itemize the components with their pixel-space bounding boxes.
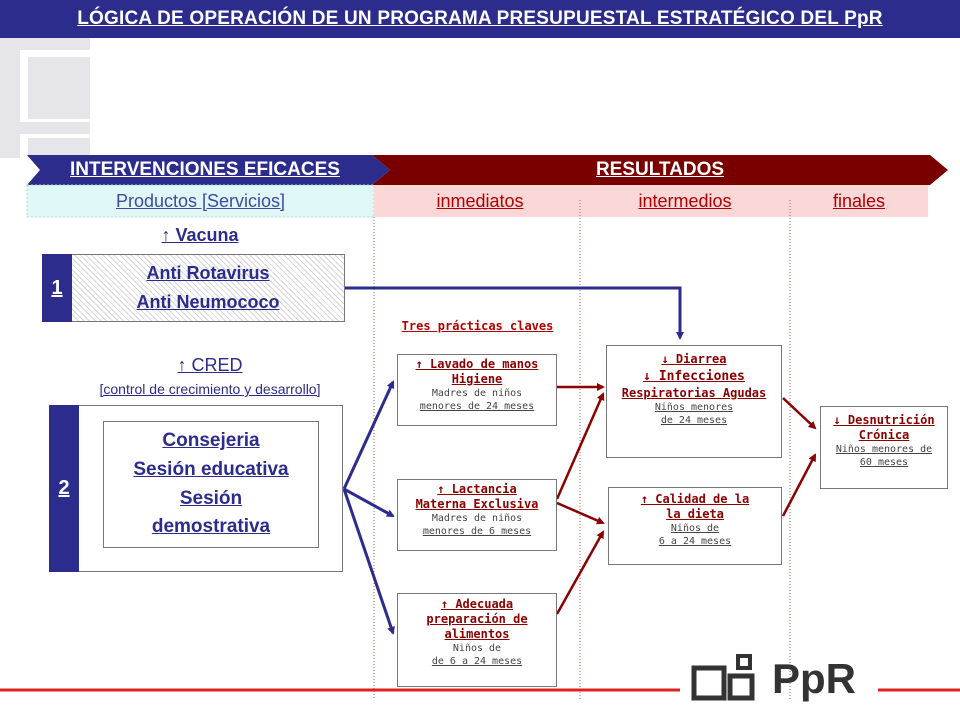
cred-consejeria: Consejeria bbox=[162, 430, 260, 451]
final-title: ↓ Desnutrición bbox=[833, 413, 935, 427]
immediate-title: preparación de bbox=[426, 612, 528, 626]
immediate-title: Materna Exclusiva bbox=[415, 497, 539, 511]
final-target: Niños menores de bbox=[835, 444, 933, 455]
intermediate-title: la dieta bbox=[666, 507, 724, 521]
final-box-malnutrition bbox=[820, 406, 948, 489]
practice-connector bbox=[557, 532, 603, 614]
page-title: LÓGICA DE OPERACIÓN DE UN PROGRAMA PRESUPUESTAL ESTRATÉGICO DEL PpR bbox=[77, 8, 883, 29]
immediate-heading: inmediatos bbox=[436, 190, 524, 211]
immediate-target: Madres de niños bbox=[431, 513, 523, 524]
cred-sesion: Sesión bbox=[179, 488, 243, 509]
practice-connector bbox=[557, 394, 603, 499]
immediate-target: Niños de bbox=[452, 643, 502, 654]
immediate-title: alimentos bbox=[444, 627, 510, 641]
intermediate-box-diet bbox=[608, 487, 782, 565]
interventions-heading: INTERVENCIONES EFICACES bbox=[70, 159, 340, 180]
intermediate-title: ↓ Diarrea bbox=[661, 352, 727, 366]
intermediate-title: ↑ Calidad de la bbox=[640, 492, 750, 506]
immediate-title: ↑ Lactancia bbox=[437, 482, 517, 496]
product-number-1: 1 bbox=[42, 254, 72, 322]
immediate-target: menores de 24 meses bbox=[419, 401, 535, 412]
ppr-logo-icon bbox=[690, 652, 772, 708]
ppr-logo-text: PpR bbox=[772, 655, 856, 702]
intermediate-target: de 24 meses bbox=[660, 415, 728, 426]
immediate-title: Higiene bbox=[451, 372, 503, 386]
intermediate-title: Respiratorias Agudas bbox=[621, 386, 767, 400]
immediate-target: Madres de niños bbox=[431, 388, 523, 399]
cred-subheading: [control de crecimiento y desarrollo] bbox=[99, 381, 321, 397]
intermediate-heading: intermedios bbox=[638, 190, 732, 211]
immediate-box-food-preparation bbox=[397, 593, 557, 687]
product-number-2: 2 bbox=[49, 405, 79, 572]
intermediate-connector bbox=[783, 455, 815, 516]
practices-label: Tres prácticas claves bbox=[401, 319, 554, 333]
final-heading: finales bbox=[832, 190, 886, 211]
vaccine-neumococo: Anti Neumococo bbox=[136, 292, 280, 312]
final-target: 60 meses bbox=[859, 457, 909, 468]
vaccine-rotavirus: Anti Rotavirus bbox=[146, 263, 270, 283]
intermediate-target: Niños menores bbox=[654, 402, 734, 413]
immediate-title: ↑ Lavado de manos bbox=[415, 357, 539, 371]
intermediate-box-infections bbox=[606, 345, 782, 458]
immediate-target: menores de 6 meses bbox=[422, 526, 532, 537]
cred-demostrativa: demostrativa bbox=[151, 516, 271, 537]
immediate-box-handwashing bbox=[397, 354, 557, 426]
cred-heading: ↑ CRED bbox=[177, 355, 243, 375]
vaccine-heading: ↑ Vacuna bbox=[161, 225, 239, 245]
final-title: Crónica bbox=[858, 428, 910, 442]
products-heading: Productos [Servicios] bbox=[115, 190, 286, 211]
cred-sesion-educativa: Sesión educativa bbox=[133, 459, 289, 480]
results-heading: RESULTADOS bbox=[595, 159, 725, 180]
immediate-title: ↑ Adecuada bbox=[440, 597, 514, 611]
intermediate-target: 6 a 24 meses bbox=[658, 536, 732, 547]
immediate-box-breastfeeding bbox=[397, 479, 557, 551]
intermediate-target: Niños de bbox=[670, 523, 720, 534]
intermediate-connector bbox=[783, 398, 815, 428]
intermediate-title: ↓ Infecciones bbox=[643, 369, 745, 384]
immediate-target: de 6 a 24 meses bbox=[431, 656, 523, 667]
